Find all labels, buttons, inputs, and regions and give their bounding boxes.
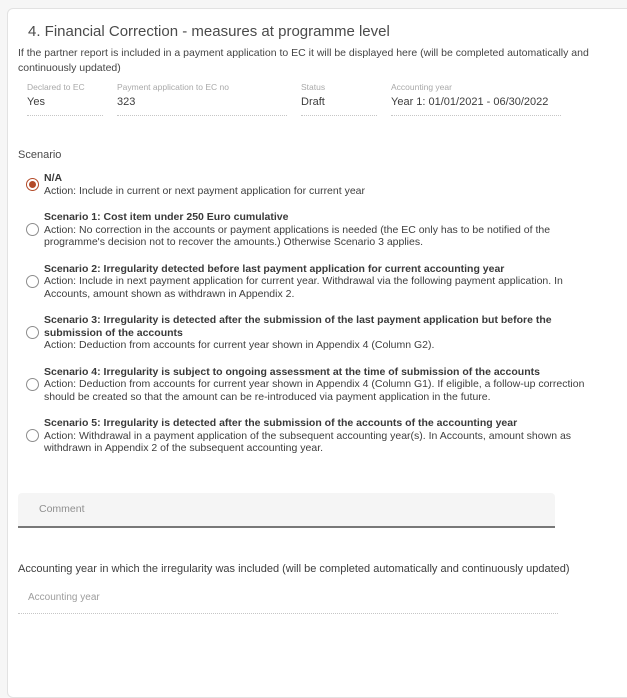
section-description: If the partner report is included in a payment application to EC it will be displayed here (will be completed automatically and continuously updated) — [18, 47, 589, 74]
scenario-group-label: Scenario — [18, 149, 62, 161]
scenario-option-radio-3[interactable] — [26, 326, 39, 339]
scenario-option[interactable] — [26, 172, 627, 197]
scenario-option-radio-4[interactable] — [26, 378, 39, 391]
page-title: 4. Financial Correction - measures at programme level — [28, 23, 390, 40]
comment-input[interactable] — [18, 503, 555, 515]
field-value: 323 — [117, 96, 136, 108]
scenario-option-radio-0[interactable] — [26, 178, 39, 191]
scenario-options-list — [18, 172, 627, 455]
field-value: Year 1: 01/01/2021 - 06/30/2022 — [391, 96, 549, 108]
scenario-option-title: Scenario 4: Irregularity is subject to ongoing assessment at the time of submission of the accounts — [44, 365, 540, 378]
accounting-year-section-text: Accounting year in which the irregularity was included (will be completed automatically and continuously updated) — [18, 562, 570, 575]
status-badge: Draft — [301, 96, 325, 108]
accounting-year-field-label: Accounting year — [28, 591, 100, 603]
scenario-option-radio-1[interactable] — [26, 223, 39, 236]
scenario-option-action: Action: No correction in the accounts or payment applications is needed (the EC only has to be notified of the programme's decision not to recover the amounts.) Otherwise Scenario 3 applies. — [44, 223, 551, 248]
field-label: Declared to EC — [27, 82, 85, 92]
scenario-option-action: Action: Include in current or next payment application for current year — [44, 184, 365, 197]
summary-fields-row — [27, 82, 627, 116]
field-accounting-year — [391, 82, 561, 116]
scenario-option-radio-2[interactable] — [26, 275, 39, 288]
scenario-option-title: Scenario 2: Irregularity detected before last payment application for current accounting year — [44, 262, 505, 275]
accounting-year-field — [18, 592, 558, 614]
scenario-option-radio-5[interactable] — [26, 429, 39, 442]
scenario-option[interactable] — [26, 314, 627, 352]
scenario-option-action: Action: Deduction from accounts for current year shown in Appendix 4 (Column G2). — [44, 339, 435, 351]
scenario-option[interactable] — [26, 211, 627, 249]
field-label: Status — [301, 82, 326, 92]
scenario-option-title: Scenario 5: Irregularity is detected after the submission of the accounts of the accounting year — [44, 417, 518, 429]
field-payment-application-no — [117, 82, 287, 116]
financial-correction-card — [7, 8, 627, 698]
scenario-option-action: Action: Withdrawal in a payment application of the subsequent accounting year(s). In Accounts, amount shown as withdrawn in Appendix 2 of the subsequent accounting year. — [44, 429, 572, 454]
field-label: Accounting year — [391, 82, 452, 92]
scenario-option-action: Action: Include in next payment application for current year. Withdrawal via the following payment application. In Accounts, amount shown as withdrawn in Appendix 2. — [44, 275, 563, 300]
scenario-option-action: Action: Deduction from accounts for current year shown in Appendix 4 (Column G1). If eligible, a follow-up correction should be created so that the amount can be re-introduced via payment application in the future. — [44, 378, 585, 403]
scenario-option-title: N/A — [44, 172, 63, 184]
scenario-option-title: Scenario 3: Irregularity is detected after the submission of the last payment application but before the submission of the accounts — [44, 314, 552, 339]
field-declared-to-ec — [27, 82, 103, 116]
scenario-option[interactable] — [26, 417, 627, 455]
comment-field[interactable] — [18, 493, 555, 528]
field-status — [301, 82, 377, 116]
scenario-option-title: Scenario 1: Cost item under 250 Euro cumulative — [44, 211, 289, 223]
scenario-option[interactable] — [26, 263, 627, 301]
scenario-option[interactable] — [26, 366, 627, 404]
field-label: Payment application to EC no — [117, 82, 229, 92]
field-value: Yes — [27, 96, 45, 108]
